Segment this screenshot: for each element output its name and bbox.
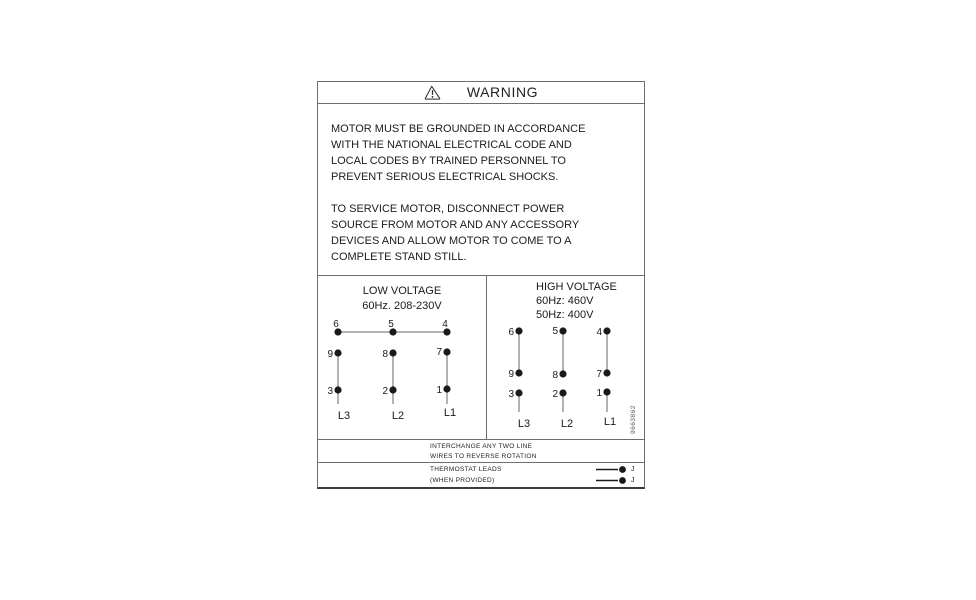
svg-text:4: 4 — [442, 318, 448, 330]
warning-text-line: PREVENT SERIOUS ELECTRICAL SHOCKS. — [331, 170, 559, 183]
warning-header — [318, 82, 644, 104]
warning-text-section — [318, 104, 644, 276]
warning-text-line: COMPLETE STAND STILL. — [331, 250, 467, 263]
terminal-dot — [443, 348, 450, 355]
thermostat-lead-symbol — [596, 465, 635, 475]
svg-text:L3: L3 — [337, 409, 351, 422]
low-voltage-diagram — [318, 276, 486, 449]
high-voltage-panel — [487, 276, 644, 439]
svg-text:6: 6 — [508, 326, 514, 338]
terminal-dot — [515, 369, 522, 376]
low-voltage-title: LOW VOLTAGE — [362, 284, 442, 297]
lead-label-j: J — [631, 476, 635, 484]
terminal-dot — [559, 389, 566, 396]
svg-text:L2: L2 — [560, 417, 574, 430]
part-number-vertical: 9663862 — [630, 404, 637, 434]
high-voltage-diagram — [487, 276, 645, 449]
thermostat-leads-row — [318, 463, 644, 487]
line-labels — [518, 416, 616, 430]
high-voltage-subtitle-60hz: 60Hz: 460V — [536, 294, 594, 307]
connector-lines — [338, 353, 447, 404]
rotation-note-line: WIRES TO REVERSE ROTATION — [430, 452, 537, 460]
svg-text:7: 7 — [436, 346, 442, 358]
svg-text:2: 2 — [552, 388, 558, 400]
motor-warning-label — [317, 81, 645, 489]
warning-title: WARNING — [466, 84, 539, 101]
terminal-number-labels — [508, 326, 602, 400]
when-provided-text: (WHEN PROVIDED) — [430, 476, 495, 484]
svg-text:7: 7 — [596, 368, 602, 380]
thermostat-lead-symbol — [596, 476, 635, 486]
terminal-dot — [443, 385, 450, 392]
svg-text:L1: L1 — [603, 415, 617, 428]
svg-text:8: 8 — [552, 369, 558, 381]
lead-wire-icon — [596, 476, 627, 485]
svg-text:5: 5 — [388, 318, 394, 330]
svg-text:9: 9 — [508, 368, 514, 380]
svg-text:3: 3 — [508, 388, 514, 400]
warning-text-line: LOCAL CODES BY TRAINED PERSONNEL TO — [331, 154, 566, 167]
low-voltage-subtitle: 60Hz. 208-230V — [362, 299, 442, 312]
terminal-dot — [603, 369, 610, 376]
warning-triangle-icon — [424, 85, 441, 100]
when-provided-line — [430, 476, 644, 487]
svg-text:4: 4 — [596, 326, 602, 338]
terminal-number-labels — [327, 319, 448, 397]
service-paragraph — [331, 201, 636, 265]
high-voltage-subtitle-50hz: 50Hz: 400V — [536, 308, 594, 321]
terminal-dot — [515, 389, 522, 396]
terminal-dot — [389, 386, 396, 393]
svg-text:5: 5 — [552, 325, 558, 337]
wiring-diagram-section — [318, 276, 644, 440]
svg-text:1: 1 — [436, 384, 442, 396]
warning-text-line: WITH THE NATIONAL ELECTRICAL CODE AND — [331, 138, 572, 151]
terminal-dot — [559, 370, 566, 377]
svg-text:6: 6 — [333, 318, 339, 330]
low-voltage-panel — [318, 276, 487, 439]
terminal-dot — [559, 327, 566, 334]
high-voltage-title: HIGH VOLTAGE — [536, 280, 617, 293]
grounding-paragraph — [331, 121, 636, 185]
warning-text-line: TO SERVICE MOTOR, DISCONNECT POWER — [331, 202, 565, 215]
warning-text-line: DEVICES AND ALLOW MOTOR TO COME TO A — [331, 234, 572, 247]
warning-text-line: SOURCE FROM MOTOR AND ANY ACCESSORY — [331, 218, 580, 231]
lead-wire-icon — [596, 465, 627, 474]
svg-text:L3: L3 — [517, 417, 531, 430]
svg-text:2: 2 — [382, 385, 388, 397]
svg-text:8: 8 — [382, 348, 388, 360]
svg-text:1: 1 — [596, 387, 602, 399]
terminal-dot — [515, 327, 522, 334]
line-labels — [338, 407, 456, 422]
terminal-dot — [389, 349, 396, 356]
terminal-dot — [603, 327, 610, 334]
terminal-dot — [334, 386, 341, 393]
terminal-dot — [603, 388, 610, 395]
svg-text:9: 9 — [327, 348, 333, 360]
svg-text:L1: L1 — [443, 406, 457, 419]
thermostat-leads-line — [430, 465, 644, 476]
svg-text:L2: L2 — [391, 409, 405, 422]
lead-label-j: J — [631, 465, 635, 473]
rotation-note-line: INTERCHANGE ANY TWO LINE — [430, 442, 533, 450]
thermostat-leads-text: THERMOSTAT LEADS — [430, 465, 502, 473]
warning-text-line: MOTOR MUST BE GROUNDED IN ACCORDANCE — [331, 122, 586, 135]
terminal-dot — [334, 349, 341, 356]
svg-text:3: 3 — [327, 385, 333, 397]
